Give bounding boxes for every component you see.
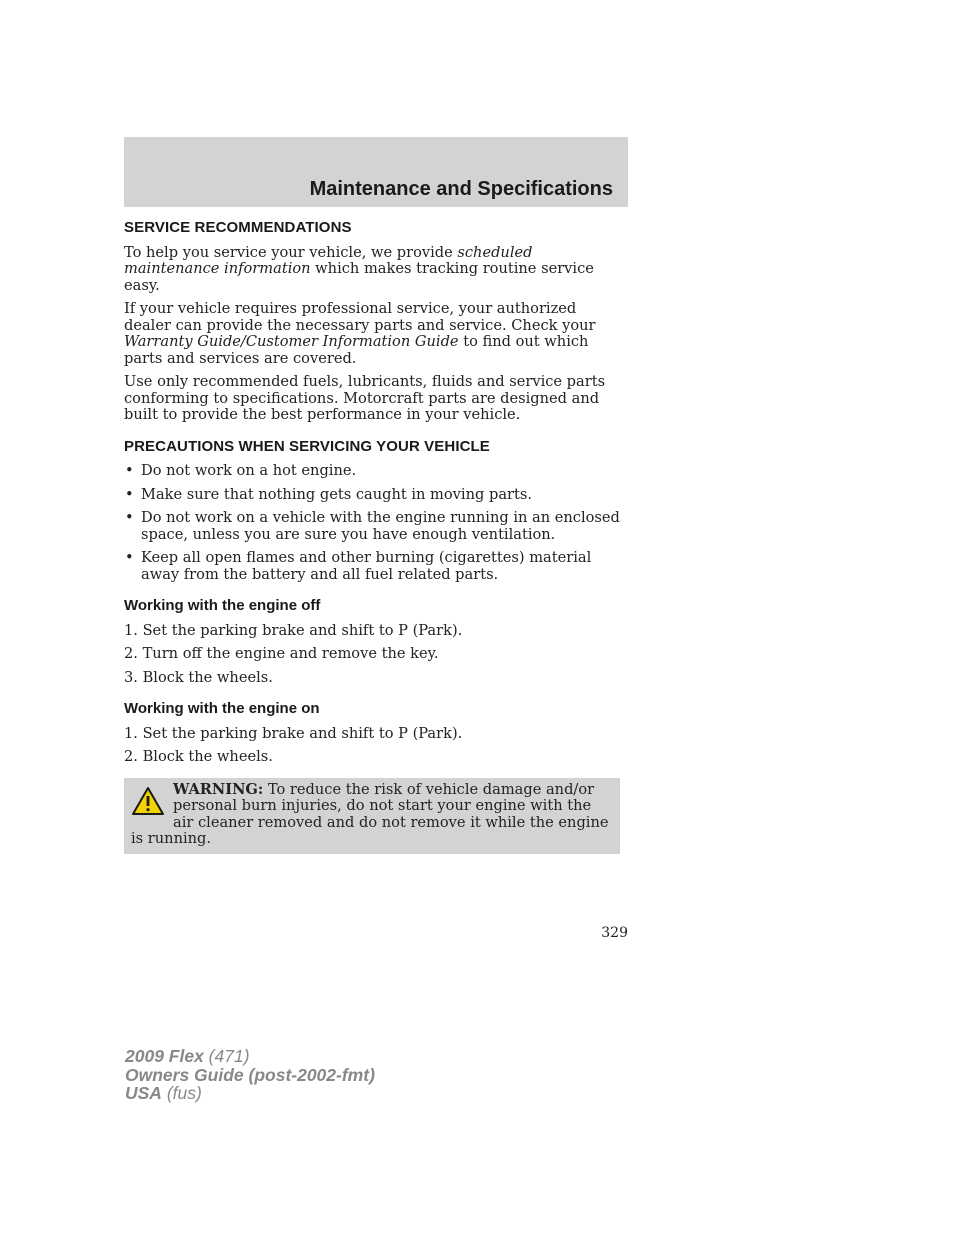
emphasis-text: scheduled maintenance information <box>124 243 533 277</box>
list-item <box>124 487 620 504</box>
footer-line <box>125 1047 375 1066</box>
paragraph-service-3: Use only recommended fuels, lubricants, fluids and service parts conforming to specifications. Motorcraft parts are designed and built to provide the best performance in your vehicle. <box>124 373 606 423</box>
list-item <box>124 463 620 480</box>
bullet-icon: • <box>125 509 134 526</box>
footer-market-code: (fus) <box>161 1083 202 1103</box>
paragraph-service-2 <box>124 301 620 367</box>
text-run: If your vehicle requires professional service, your authorized dealer can provide the necessary parts and service. Check your <box>124 300 596 334</box>
footer-line <box>125 1066 375 1085</box>
precautions-list <box>124 463 620 583</box>
step-item: 3. Block the wheels. <box>124 668 273 686</box>
bullet-icon: • <box>125 462 134 479</box>
step-item: 1. Set the parking brake and shift to P (Park). <box>124 724 463 742</box>
section-title: Maintenance and Specifications <box>309 178 613 200</box>
footer-market: USA <box>125 1083 162 1103</box>
bullet-icon: • <box>125 549 134 566</box>
footer-model-code: (471) <box>203 1046 250 1066</box>
heading-engine-on: Working with the engine on <box>124 700 320 717</box>
heading-engine-off: Working with the engine off <box>124 597 321 614</box>
heading-precautions: PRECAUTIONS WHEN SERVICING YOUR VEHICLE <box>124 437 490 455</box>
warning-triangle-icon <box>131 786 165 816</box>
step-item: 2. Block the wheels. <box>124 748 273 765</box>
emphasis-text: Warranty Guide/Customer Information Guide <box>124 333 459 350</box>
bullet-icon: • <box>125 485 134 503</box>
warning-label: WARNING: <box>173 780 264 798</box>
list-item-text: Do not work on a hot engine. <box>141 462 357 479</box>
engine-on-steps <box>124 726 620 766</box>
document-footer <box>125 1047 375 1103</box>
page-content <box>124 220 620 854</box>
footer-line <box>125 1084 375 1103</box>
warning-box <box>124 778 620 854</box>
list-item-text: Keep all open flames and other burning (cigarettes) material away from the battery and all fuel related parts. <box>141 549 592 583</box>
engine-off-steps <box>124 623 620 687</box>
list-item <box>124 510 620 543</box>
step-item: 2. Turn off the engine and remove the key. <box>124 645 439 662</box>
warning-text: To reduce the risk of vehicle damage and/or personal burn injuries, do not start your engine with the air cleaner removed and do not remove it while the engine is running. <box>131 780 609 847</box>
heading-service-recommendations: SERVICE RECOMMENDATIONS <box>124 219 352 236</box>
footer-guide: Owners Guide (post-2002-fmt) <box>125 1064 375 1085</box>
section-header-bar <box>124 137 628 207</box>
text-run: to find out which parts and services are covered. <box>124 333 589 367</box>
paragraph-service-1 <box>124 245 620 295</box>
text-run: To help you service your vehicle, we provide <box>124 243 458 261</box>
page-number: 329 <box>601 925 628 941</box>
list-item <box>124 550 620 583</box>
text-run: which makes tracking routine service easy. <box>124 260 594 294</box>
list-item-text: Make sure that nothing gets caught in moving parts. <box>141 485 532 503</box>
list-item-text: Do not work on a vehicle with the engine running in an enclosed space, unless you are sure you have enough ventilation. <box>141 509 620 543</box>
footer-model: 2009 Flex <box>125 1046 204 1066</box>
step-item: 1. Set the parking brake and shift to P (Park). <box>124 621 463 639</box>
